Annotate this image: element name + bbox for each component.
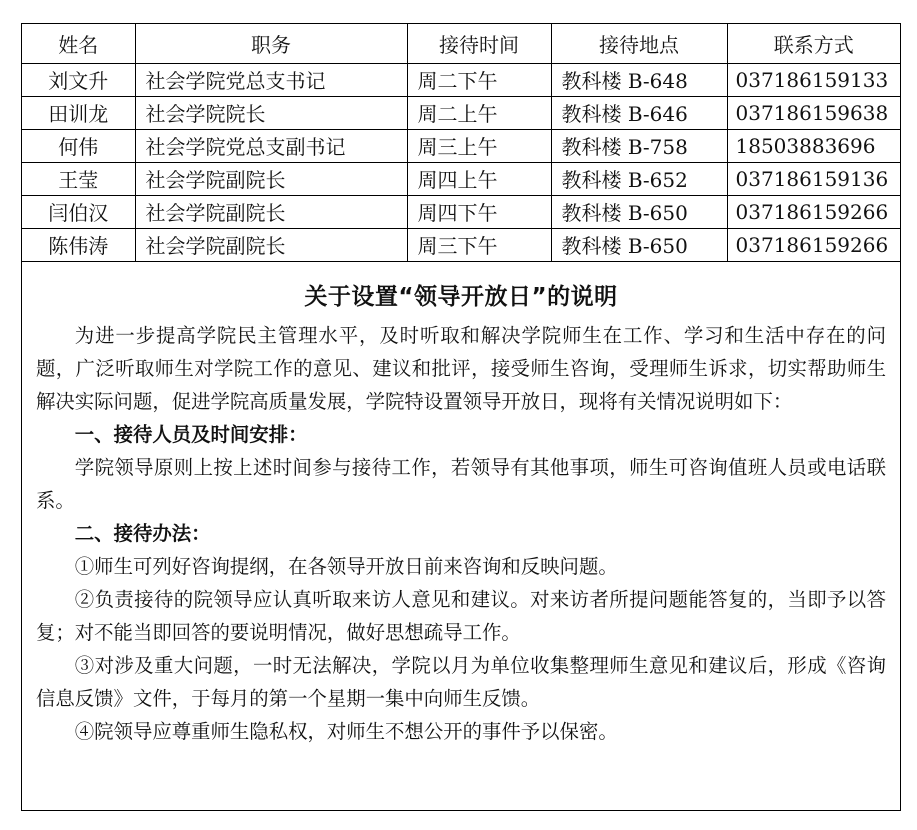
cell-contact: 037186159266: [727, 195, 900, 228]
cell-name: 何伟: [22, 129, 135, 162]
table-header-row: [22, 24, 900, 63]
cell-position: 社会学院党总支副书记: [135, 129, 407, 162]
cell-name: 田训龙: [22, 96, 135, 129]
document-sheet: [21, 23, 901, 811]
section-heading-reception: 一、接待人员及时间安排：: [74, 422, 308, 446]
cell-contact: 037186159638: [727, 96, 900, 129]
section-heading-method: 二、接待办法：: [74, 521, 211, 545]
cell-contact: 037186159266: [727, 228, 900, 261]
method-item-4: ④院领导应尊重师生隐私权，对师生不想公开的事件予以保密。: [74, 719, 618, 743]
cell-location: 教科楼 B-652: [551, 162, 727, 195]
table-row: [22, 129, 900, 162]
cell-time: 周四下午: [407, 195, 551, 228]
header-location: 接待地点: [551, 24, 727, 63]
cell-time: 周三下午: [407, 228, 551, 261]
cell-time: 周三上午: [407, 129, 551, 162]
cell-position: 社会学院院长: [135, 96, 407, 129]
cell-name: 刘文升: [22, 63, 135, 96]
table-row: [22, 96, 900, 129]
cell-location: 教科楼 B-646: [551, 96, 727, 129]
section-text-reception: 学院领导原则上按上述时间参与接待工作，若领导有其他事项，师生可咨询值班人员或电话联系。: [36, 455, 886, 512]
reception-schedule-table: [22, 24, 900, 262]
cell-contact: 037186159133: [727, 63, 900, 96]
cell-name: 闫伯汉: [22, 195, 135, 228]
notice-title: 关于设置“领导开放日”的说明: [304, 283, 618, 310]
intro-paragraph: 为进一步提高学院民主管理水平，及时听取和解决学院师生在工作、学习和生活中存在的问题，广泛听取师生对学院工作的意见、建议和批评，接受师生咨询，受理师生诉求，切实帮助师生解决实际问题，促进学院高质量发展，学院特设置领导开放日，现将有关情况说明如下：: [36, 323, 886, 413]
cell-position: 社会学院副院长: [135, 228, 407, 261]
cell-position: 社会学院党总支书记: [135, 63, 407, 96]
header-contact: 联系方式: [727, 24, 900, 63]
table-row: [22, 228, 900, 261]
table-row: [22, 63, 900, 96]
header-name: 姓名: [22, 24, 135, 63]
method-item-3: ③对涉及重大问题，一时无法解决，学院以月为单位收集整理师生意见和建议后，形成《咨询信息反馈》文件，于每月的第一个星期一集中向师生反馈。: [36, 653, 886, 710]
cell-name: 陈伟涛: [22, 228, 135, 261]
cell-name: 王莹: [22, 162, 135, 195]
cell-time: 周二上午: [407, 96, 551, 129]
cell-contact: 037186159136: [727, 162, 900, 195]
cell-location: 教科楼 B-758: [551, 129, 727, 162]
notice-section: [22, 278, 900, 748]
method-item-2: ②负责接待的院领导应认真听取来访人意见和建议。对来访者所提问题能答复的，当即予以答复；对不能当即回答的要说明情况，做好思想疏导工作。: [36, 587, 886, 644]
cell-location: 教科楼 B-650: [551, 195, 727, 228]
cell-time: 周二下午: [407, 63, 551, 96]
table-row: [22, 162, 900, 195]
cell-location: 教科楼 B-648: [551, 63, 727, 96]
header-position: 职务: [135, 24, 407, 63]
cell-contact: 18503883696: [727, 129, 900, 162]
cell-time: 周四上午: [407, 162, 551, 195]
cell-position: 社会学院副院长: [135, 195, 407, 228]
cell-location: 教科楼 B-650: [551, 228, 727, 261]
method-item-1: ①师生可列好咨询提纲，在各领导开放日前来咨询和反映问题。: [74, 554, 618, 578]
table-row: [22, 195, 900, 228]
header-time: 接待时间: [407, 24, 551, 63]
cell-position: 社会学院副院长: [135, 162, 407, 195]
